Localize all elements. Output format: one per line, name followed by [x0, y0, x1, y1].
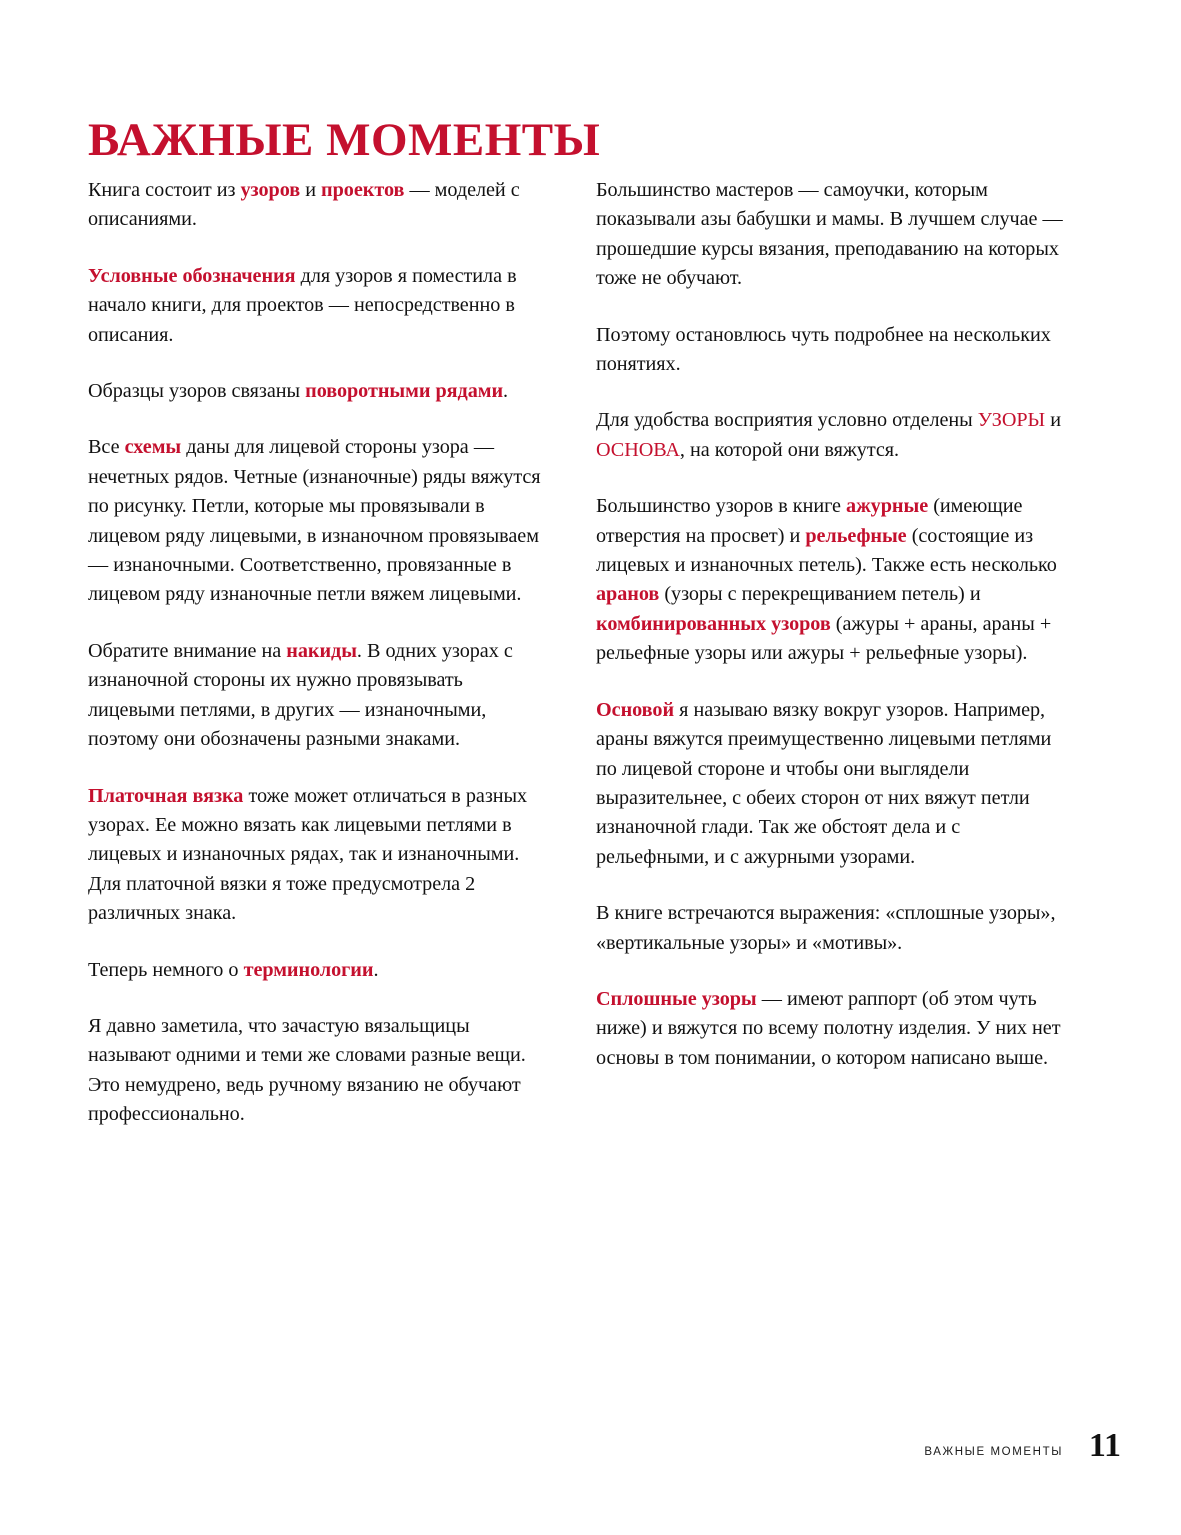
text-run: .: [373, 958, 379, 981]
text-run: — имеют раппорт (об этом чуть ниже) и вяжутся по всему полотну изделия. У них нет основы в том понимании, о котором написано выше.: [596, 987, 1061, 1069]
text-run: .: [503, 380, 509, 403]
text-run: тоже может отличаться в разных узорах. Ее можно вязать как лицевыми петлями в лицевых и изнаночных рядах, так и изнаночными. Для платочной вязки я тоже предусмотрела 2 различных знака.: [88, 784, 528, 925]
paragraph-right-6: [596, 899, 1064, 958]
highlight-osnovoy: Основой: [596, 698, 675, 721]
text-run: (ажуры + араны, араны + рельефные узоры или ажуры + рельефные узоры).: [596, 612, 1052, 665]
text-run: — моделей с описаниями.: [88, 179, 520, 231]
footer-page-number: 11: [1088, 1427, 1121, 1464]
highlight-aranov: аранов: [596, 583, 660, 606]
highlight-uslovnye-oboznacheniya: Условные обозначения: [88, 264, 296, 287]
paragraph-right-5: [596, 696, 1064, 872]
page-title: ВАЖНЫЕ МОМЕНТЫ: [88, 114, 601, 167]
highlight-uzory: УЗОРЫ: [977, 409, 1046, 432]
text-run: Обратите внимание на: [88, 639, 287, 662]
right-column: [596, 176, 1064, 1100]
text-run: Все: [88, 436, 125, 459]
text-run: . В одних узорах с изнаночной стороны их нужно провязывать лицевыми петлями, в других — изнаночными, поэтому они обозначены разными знаками.: [88, 639, 513, 751]
text-run: (узоры с перекрещиванием петель) и: [659, 583, 981, 606]
text-run: Я давно заметила, что зачастую вязальщицы называют одними и теми же словами разные вещи. Это немудрено, ведь ручному вязанию не обучают профессионально.: [88, 1014, 526, 1126]
text-run: Большинство мастеров — самоучки, которым показывали азы бабушки и мамы. В лучшем случае — прошедшие курсы вязания, преподаванию на которых тоже не обучают.: [596, 179, 1063, 290]
paragraph-left-1: [88, 176, 546, 235]
text-run: (имеющие отверстия на просвет) и: [596, 495, 1023, 547]
paragraph-right-7: [596, 985, 1064, 1073]
text-run: и: [300, 179, 322, 201]
paragraph-left-7: [88, 956, 546, 985]
highlight-povorotnymi-ryadami: поворотными рядами: [305, 380, 504, 403]
text-run: Книга состоит из: [88, 179, 241, 201]
text-run: Образцы узоров связаны: [88, 380, 306, 403]
highlight-kombinirovannyh-uzorov: комбинированных узоров: [596, 612, 831, 635]
two-column-body: [88, 176, 1064, 1130]
text-run: Поэтому остановлюсь чуть подробнее на нескольких понятиях.: [596, 323, 1051, 376]
text-run: даны для лицевой стороны узора — нечетных рядов. Четные (изнаночные) ряды вяжутся по рисунку. Петли, которые мы провязывали в лицевом ряду лицевыми, в изнаночном провязываем — изнаночными. Соответственно, провязанные в лицевом ряду изнаночные петли вяжем лицевыми.: [88, 436, 541, 606]
paragraph-left-3: [88, 377, 546, 406]
paragraph-left-5: [88, 637, 546, 755]
paragraph-right-1: [596, 176, 1064, 294]
text-run: Теперь немного о: [88, 958, 244, 981]
text-run: Для удобства восприятия условно отделены: [596, 409, 978, 432]
highlight-nakidy: накиды: [286, 639, 357, 662]
paragraph-right-3: [596, 406, 1064, 465]
paragraph-right-2: [596, 321, 1064, 380]
paragraph-left-8: [88, 1012, 546, 1130]
footer-running-title: ВАЖНЫЕ МОМЕНТЫ: [924, 1446, 1063, 1458]
paragraph-left-4: [88, 433, 546, 609]
highlight-platochnaya-vyazka: Платочная вязка: [88, 784, 244, 807]
paragraph-right-4: [596, 492, 1064, 668]
highlight-proektov: проектов: [321, 179, 405, 201]
paragraph-left-6: [88, 782, 546, 929]
text-run: (состоящие из лицевых и изнаночных петель). Также есть несколько: [596, 524, 1057, 577]
highlight-terminologii: терминологии: [243, 958, 374, 981]
highlight-azhurnye: ажурные: [846, 495, 929, 518]
highlight-osnova: ОСНОВА: [596, 438, 680, 461]
page-footer: [0, 1427, 1181, 1477]
text-run: Большинство узоров в книге: [596, 495, 847, 518]
paragraph-left-2: [88, 262, 546, 350]
text-run: и: [1045, 409, 1061, 432]
highlight-uzorov: узоров: [240, 179, 301, 201]
highlight-sploshnye-uzory: Сплошные узоры: [596, 987, 757, 1010]
text-run: для узоров я поместила в начало книги, для проектов — непосредственно в описания.: [88, 264, 517, 346]
highlight-relefnye: рельефные: [805, 524, 907, 547]
left-column: [88, 176, 546, 1130]
text-run: , на которой они вяжутся.: [679, 438, 899, 461]
highlight-shemy: схемы: [124, 436, 182, 459]
text-run: я называю вязку вокруг узоров. Например, араны вяжутся преимущественно лицевыми петлями по лицевой стороне и чтобы они выглядели выразительнее, с обеих сторон от них вяжут петли изнаночной глади. Так же обстоят дела и с рельефными, и с ажурными узорами.: [596, 698, 1052, 868]
text-run: В книге встречаются выражения: «сплошные узоры», «вертикальные узоры» и «мотивы».: [596, 902, 1056, 954]
